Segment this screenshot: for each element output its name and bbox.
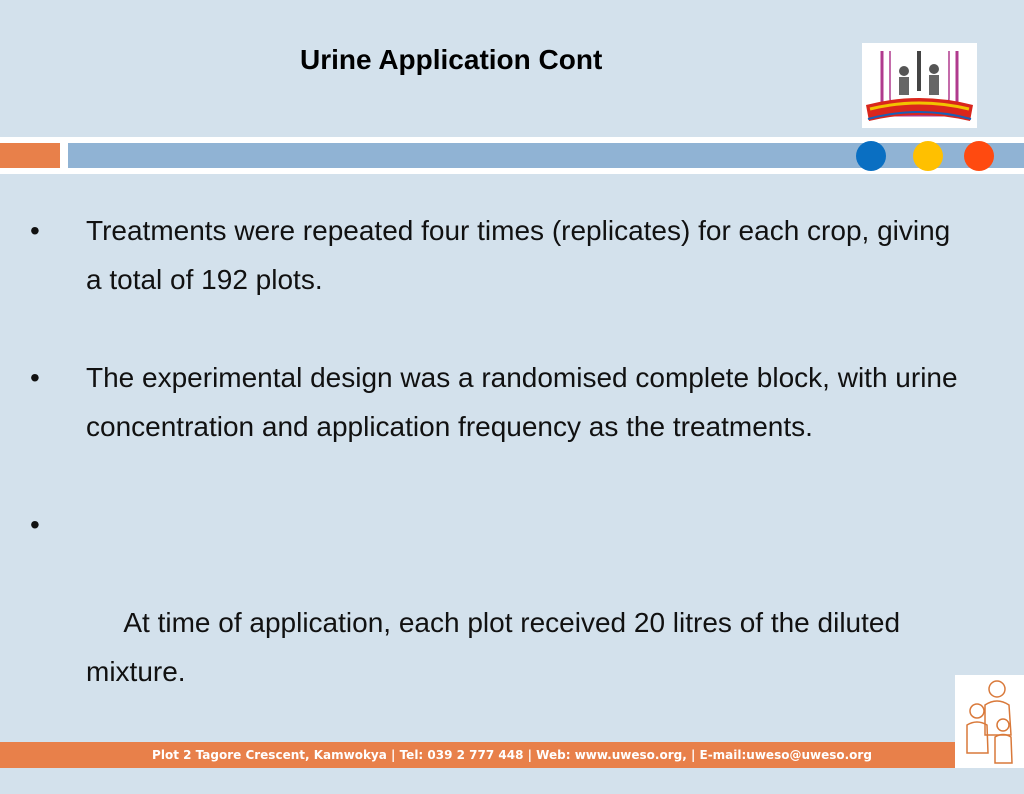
bullet-item [30,500,970,745]
bullet-text: At time of application, each plot received 20 litres of the diluted mixture. [86,607,908,687]
bullet-marker: • [30,215,40,246]
bullet-text: Treatments were repeated four times (replicates) for each crop, giving a total of 192 plots. [86,215,951,295]
slide-title: Urine Application Cont [300,44,603,75]
bullet-item [30,353,970,451]
bullet-list [30,206,970,794]
family-illustration [955,675,1024,768]
bullet-marker: • [30,509,40,540]
blue-dot [856,141,886,171]
footer-contact-text: Plot 2 Tagore Crescent, Kamwokya | Tel: 039 2 777 448 | Web: www.uweso.org, | E-mail:uweso@uweso.org [152,748,872,762]
uweso-logo [862,43,977,128]
red-dot [964,141,994,171]
uweso-logo-graphic [862,43,977,128]
family-illustration-graphic [955,675,1024,768]
bullet-item [30,206,970,304]
bullet-text: The experimental design was a randomised complete block, with urine concentration and application frequency as the treatments. [86,362,958,442]
footer-bar [0,742,1024,768]
header-orange-block [0,143,60,168]
bullet-marker: • [30,362,40,393]
yellow-dot [913,141,943,171]
